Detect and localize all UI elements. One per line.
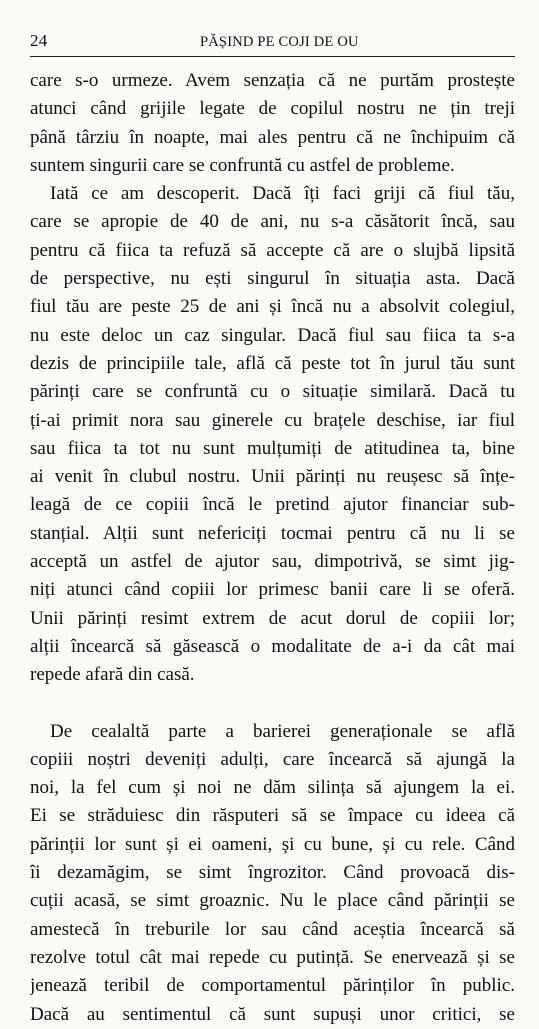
text-line: cuții acasă, se simt groaznic. Nu le place când părinții se [30, 890, 515, 912]
running-title: PĂȘIND PE COJI DE OU [200, 34, 359, 50]
text-line: care s-o urmeze. Avem senzația că ne purtăm prostește [30, 70, 515, 91]
text-line: dezis de principiile tale, află că peste tot în jurul tău sunt [30, 352, 515, 374]
text-line: pentru că fiica ta refuză să accepte că are o slujbă lipsită [30, 239, 515, 261]
text-line: sau fiica ta tot nu sunt mulțumiți de atitudinea ta, bine [30, 437, 515, 459]
text-line: părinți care se confruntă cu o situație similară. Dacă tu [30, 381, 515, 403]
text-line: rezolve totul cât mai repede cu putință. Se enervează și se [30, 946, 515, 968]
text-line: care se apropie de 40 de ani, nu s-a căsătorit încă, sau [30, 211, 515, 233]
text-line: Dacă au sentimentul că sunt supuși unor critici, se [30, 1003, 515, 1025]
text-line: părinții lor sunt și ei oameni, și cu bune, și cu rele. Când [30, 833, 515, 855]
text-line: noi, la fel cum și noi ne dăm silința să ajungem la ei. [30, 777, 515, 799]
paragraph-1 [30, 67, 515, 180]
text-line: acceptă un astfel de ajutor sau, dimpotrivă, se simt jig- [30, 551, 515, 573]
text-line: ai venit în clubul nostru. Unii părinți nu reușesc să înțe- [30, 466, 515, 488]
text-line: Unii părinți resimt extrem de acut dorul de copiii lor; [30, 607, 515, 629]
text-line: amestecă în treburile lor sau când aceștia încearcă să [30, 918, 515, 940]
header-rule [30, 56, 515, 57]
text-line: de perspective, nu ești singurul în situația asta. Dacă [30, 268, 515, 290]
text-line: fiul tău are peste 25 de ani și încă nu a absolvit colegiul, [30, 296, 515, 318]
text-line: atunci când grijile legate de copilul nostru ne țin treji [30, 98, 515, 120]
text-line: repede afară din casă. [30, 664, 195, 686]
text-line: copiii noștri deveniți adulți, care încearcă să ajungă la [30, 748, 515, 770]
text-line: stanțial. Alții sunt nefericiți tocmai pentru că nu li se [30, 522, 515, 544]
text-line: Ei se străduiesc din răsputeri să se împace cu ideea că [30, 805, 515, 827]
running-header [30, 30, 515, 52]
text-line: până târziu în noapte, mai ales pentru că ne închipuim că [30, 126, 515, 148]
body-text [30, 67, 515, 1029]
paragraph-3 [30, 718, 515, 1029]
section-break [30, 690, 515, 718]
text-line: nu este deloc un caz singular. Dacă fiul sau fiica ta s-a [30, 324, 515, 346]
page-number: 24 [30, 31, 48, 50]
paragraph-2 [30, 180, 515, 689]
text-line: alții încearcă să găsească o modalitate de a-i da cât mai [30, 635, 515, 657]
text-line: leagă de ce copiii încă le pretind ajutor financiar sub- [30, 494, 515, 516]
text-line: ți-ai primit nora sau ginerele cu brațele deschise, iar fiul [30, 409, 515, 431]
text-line: jenează teribil de comportamentul părinților în public. [30, 975, 515, 997]
text-line: De cealaltă parte a barierei generaționale se află [50, 720, 515, 742]
text-line: niți atunci când copiii lor primesc banii care li se oferă. [30, 579, 515, 601]
text-line: suntem singurii care se confruntă cu astfel de probleme. [30, 154, 455, 176]
text-line: îi dezamăgim, se simt îngrozitor. Când provoacă dis- [30, 862, 515, 884]
text-line: Iată ce am descoperit. Dacă îți faci griji că fiul tău, [50, 183, 515, 205]
